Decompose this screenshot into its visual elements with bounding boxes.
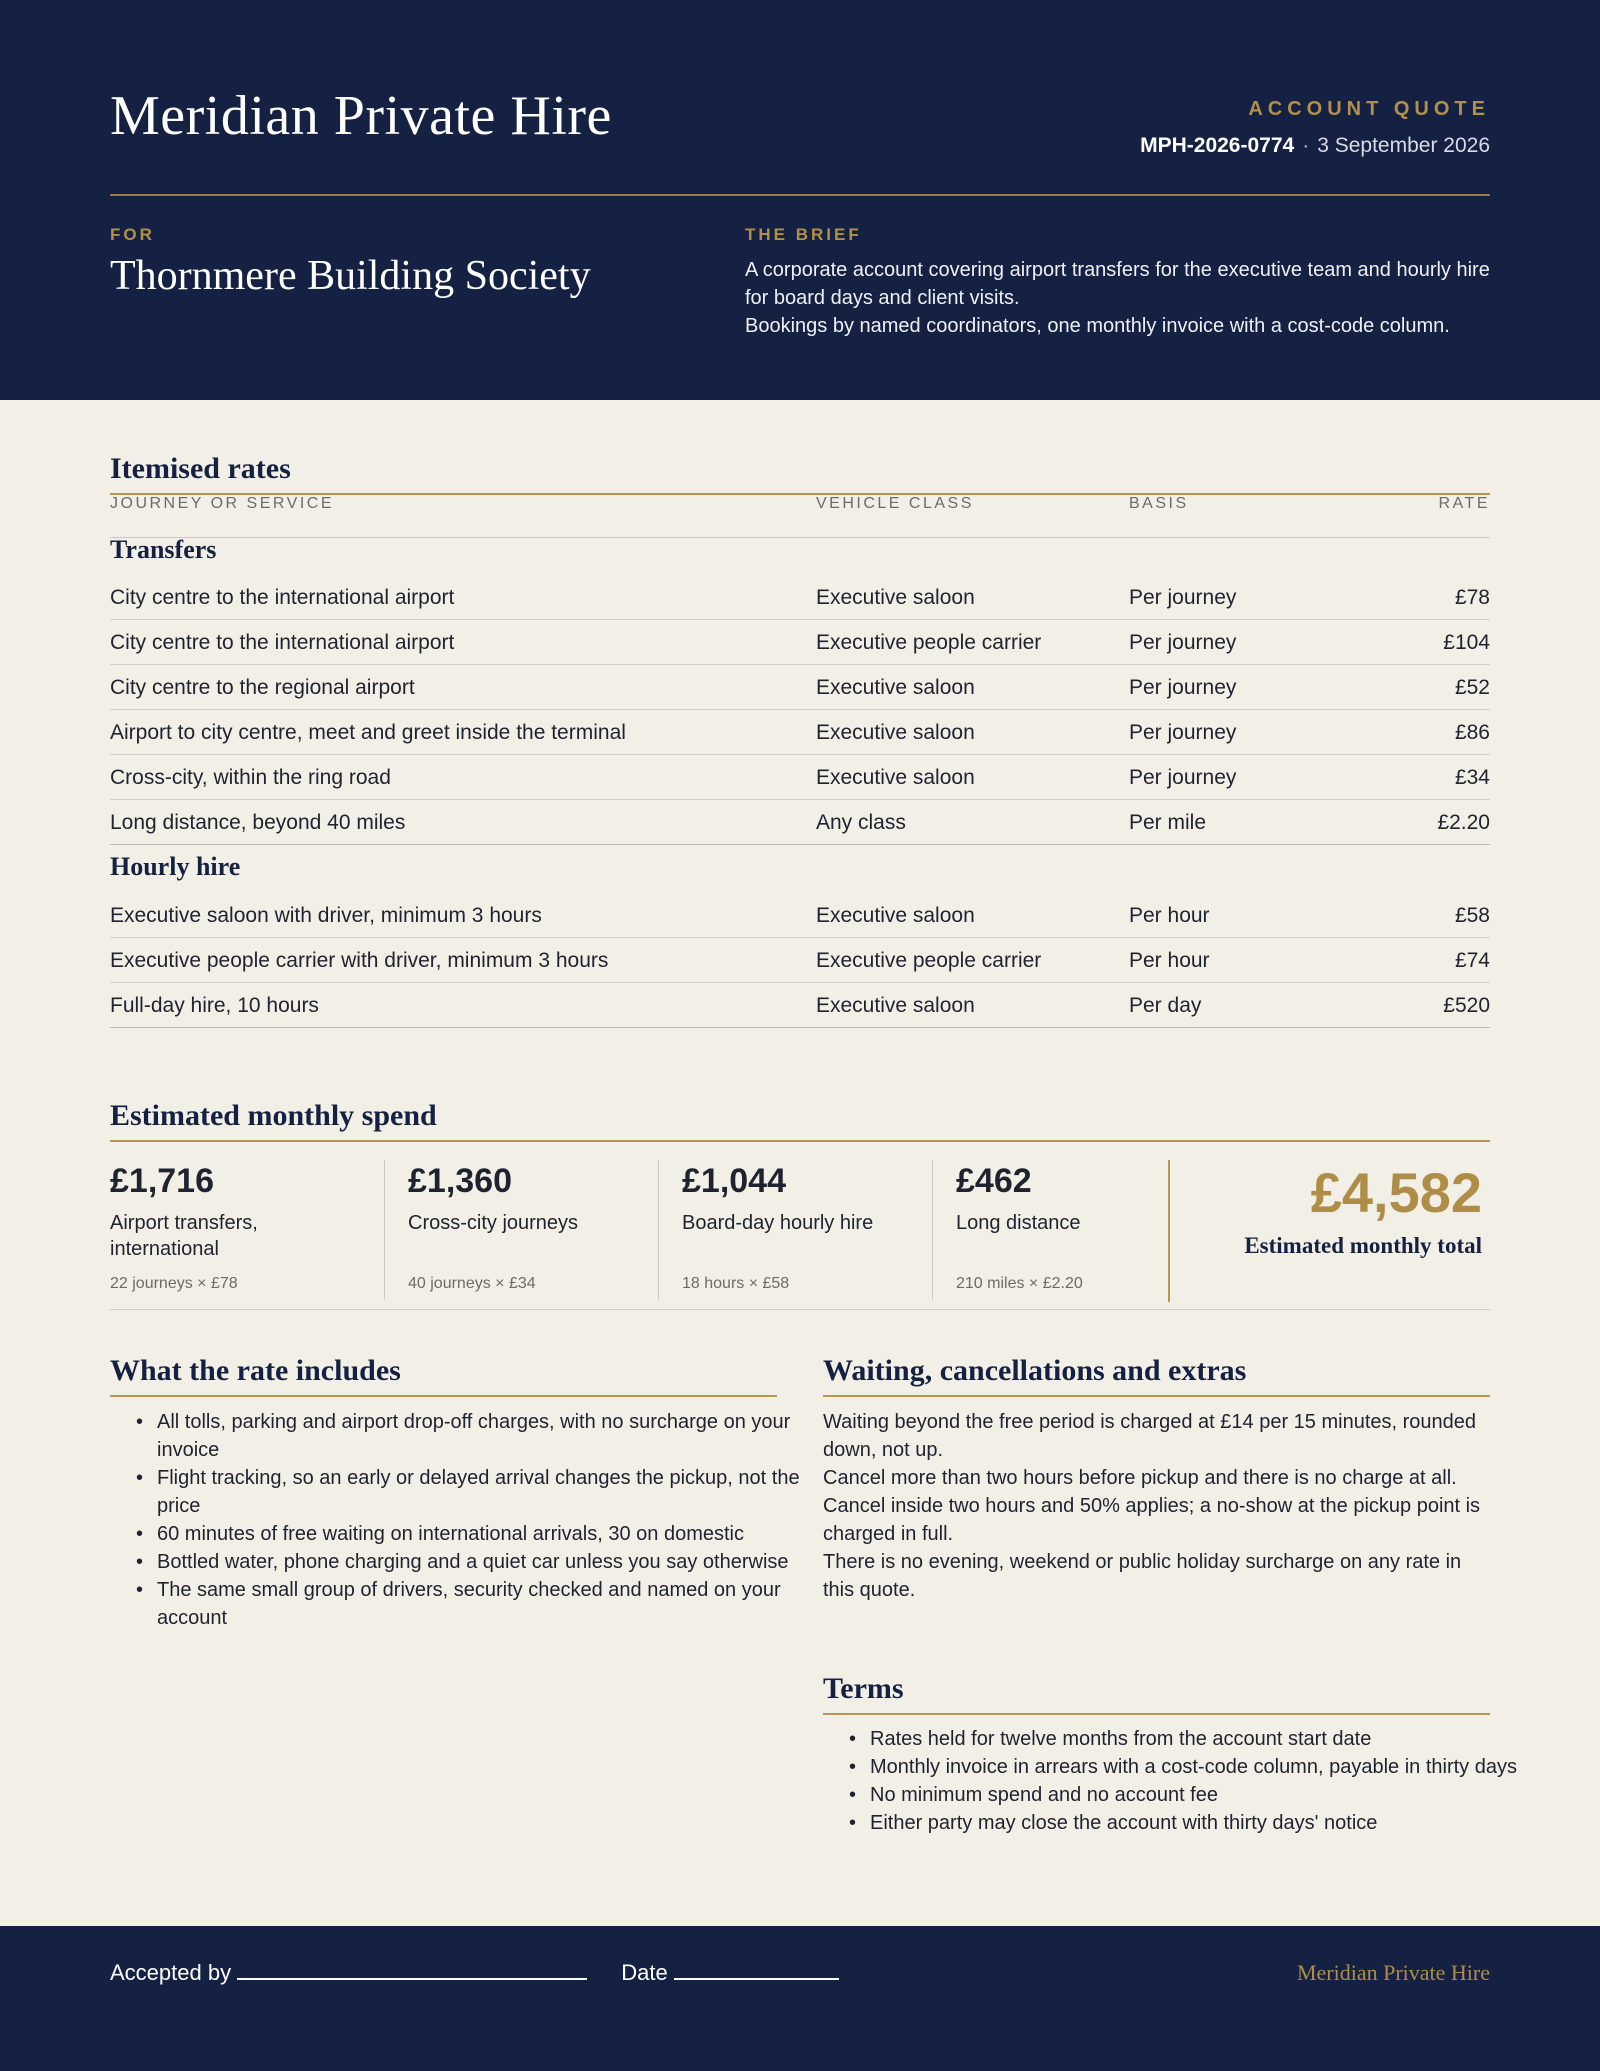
row-service: Full-day hire, 10 hours — [110, 994, 319, 1017]
row-rate: £52 — [1454, 676, 1490, 699]
group-title-transfers: Transfers — [110, 535, 217, 564]
col-head-service: JOURNEY OR SERVICE — [110, 495, 335, 512]
row-divider — [110, 1027, 1490, 1028]
spend-calc: 22 journeys × £78 — [110, 1275, 238, 1292]
row-vehicle: Executive saloon — [816, 586, 975, 609]
spend-calc: 40 journeys × £34 — [408, 1275, 536, 1292]
row-basis: Per hour — [1129, 949, 1210, 972]
footer-brand: Meridian Private Hire — [1296, 1960, 1490, 1985]
card-divider — [384, 1160, 385, 1300]
spend-label: Long distance — [956, 1212, 1081, 1234]
row-rate: £34 — [1454, 766, 1490, 789]
terms-list — [823, 1725, 1560, 1837]
row-basis: Per hour — [1129, 904, 1210, 927]
list-item: • All tolls, parking and airport drop-off charges, with no surcharge on your invoice — [157, 1408, 837, 1464]
waiting-line: Cancel more than two hours before pickup and there is no charge at all. — [823, 1467, 1457, 1489]
card-divider — [658, 1160, 659, 1300]
includes-list — [110, 1408, 837, 1632]
row-basis: Per day — [1129, 994, 1202, 1017]
row-vehicle: Executive saloon — [816, 904, 975, 927]
quote-header — [0, 0, 1600, 400]
brief-label: THE BRIEF — [745, 225, 862, 244]
table-header-rule — [110, 537, 1490, 538]
row-basis: Per journey — [1129, 676, 1237, 699]
row-vehicle: Executive saloon — [816, 766, 975, 789]
row-vehicle: Any class — [816, 811, 906, 834]
table-row — [110, 983, 1490, 1028]
spend-calc: 18 hours × £58 — [682, 1275, 790, 1292]
row-basis: Per journey — [1129, 766, 1237, 789]
header-divider — [110, 194, 1490, 196]
row-service: Cross-city, within the ring road — [110, 766, 391, 789]
quote-meta — [1140, 134, 1490, 158]
row-service: Airport to city centre, meet and greet inside the terminal — [110, 721, 626, 744]
spend-amount: £1,716 — [110, 1162, 214, 1200]
client-name: Thornmere Building Society — [110, 253, 591, 299]
row-basis: Per journey — [1129, 586, 1237, 609]
row-service: City centre to the international airport — [110, 586, 455, 609]
spend-card — [956, 1160, 1156, 1300]
row-divider — [110, 844, 1490, 845]
row-service: Executive saloon with driver, minimum 3 hours — [110, 904, 542, 927]
spend-calc: 210 miles × £2.20 — [956, 1275, 1083, 1292]
list-item: • Either party may close the account with thirty days' notice — [870, 1809, 1560, 1837]
card-divider — [932, 1160, 933, 1300]
includes-title-rule — [110, 1395, 777, 1397]
quote-reference: MPH-2026-0774 — [1140, 134, 1295, 157]
total-divider — [1168, 1160, 1170, 1302]
quote-label: ACCOUNT QUOTE — [1248, 98, 1490, 120]
terms-title: Terms — [823, 1672, 904, 1705]
row-service: City centre to the international airport — [110, 631, 455, 654]
row-basis: Per journey — [1129, 631, 1237, 654]
for-label: FOR — [110, 225, 155, 244]
accepted-by-label: Accepted by — [110, 1960, 232, 1985]
row-vehicle: Executive saloon — [816, 721, 975, 744]
meta-separator: · — [1302, 134, 1310, 157]
row-service: City centre to the regional airport — [110, 676, 415, 699]
waiting-line: Cancel inside two hours and 50% applies; a no-show at the pickup point is charged in full. — [823, 1495, 1481, 1545]
row-rate: £104 — [1443, 631, 1490, 654]
spend-label: Board-day hourly hire — [682, 1212, 874, 1234]
waiting-title-rule — [823, 1395, 1490, 1397]
row-vehicle: Executive saloon — [816, 676, 975, 699]
row-rate: £74 — [1454, 949, 1490, 972]
row-rate: £86 — [1454, 721, 1490, 744]
total-label: Estimated monthly total — [1244, 1233, 1482, 1258]
brief-text — [745, 256, 1500, 340]
row-basis: Per mile — [1129, 811, 1207, 834]
list-item: • 60 minutes of free waiting on international arrivals, 30 on domestic — [157, 1520, 837, 1548]
table-row — [110, 620, 1490, 665]
col-head-vehicle: VEHICLE CLASS — [816, 495, 974, 512]
spend-card — [682, 1160, 932, 1300]
brief-line: Bookings by named coordinators, one monthly invoice with a cost-code column. — [745, 315, 1450, 337]
waiting-line: Waiting beyond the free period is charged at £14 per 15 minutes, rounded down, not up. — [823, 1411, 1477, 1461]
footer — [0, 1926, 1600, 2071]
col-head-rate: RATE — [1438, 495, 1490, 512]
col-head-basis: BASIS — [1129, 495, 1189, 512]
spend-label: Cross-city journeys — [408, 1212, 579, 1234]
row-service: Long distance, beyond 40 miles — [110, 811, 406, 834]
row-vehicle: Executive people carrier — [816, 949, 1042, 972]
waiting-text — [823, 1408, 1493, 1604]
spend-title: Estimated monthly spend — [110, 1099, 437, 1132]
spend-amount: £1,044 — [682, 1162, 786, 1200]
row-rate: £58 — [1454, 904, 1490, 927]
row-rate: £78 — [1454, 586, 1490, 609]
table-row — [110, 710, 1490, 755]
row-rate: £520 — [1443, 994, 1490, 1017]
list-item: • Bottled water, phone charging and a quiet car unless you say otherwise — [157, 1548, 837, 1576]
list-item: • Rates held for twelve months from the account start date — [870, 1725, 1560, 1753]
includes-title: What the rate includes — [110, 1354, 401, 1387]
spend-card — [408, 1160, 658, 1300]
spend-card — [110, 1160, 370, 1300]
list-item: • The same small group of drivers, security checked and named on your account — [157, 1576, 837, 1632]
rates-title: Itemised rates — [110, 452, 291, 485]
total-amount: £4,582 — [1310, 1161, 1482, 1224]
table-row — [110, 800, 1490, 845]
table-row — [110, 665, 1490, 710]
table-row — [110, 938, 1490, 983]
list-item: • Flight tracking, so an early or delayed arrival changes the pickup, not the price — [157, 1464, 837, 1520]
table-row — [110, 893, 1490, 938]
row-vehicle: Executive people carrier — [816, 631, 1042, 654]
brief-line: A corporate account covering airport transfers for the executive team and hourly hire for board days and client visits. — [745, 259, 1490, 309]
quote-date: 3 September 2026 — [1317, 134, 1490, 157]
signature-field[interactable] — [237, 1958, 587, 1980]
date-field[interactable] — [674, 1958, 839, 1980]
spend-bottom-rule — [110, 1309, 1490, 1310]
spend-title-rule — [110, 1140, 1490, 1142]
terms-title-rule — [823, 1713, 1490, 1715]
table-row — [110, 755, 1490, 800]
group-title-hourly-hire: Hourly hire — [110, 852, 241, 881]
row-rate: £2.20 — [1437, 811, 1490, 834]
acceptance-line — [110, 1958, 839, 1986]
list-item: • No minimum spend and no account fee — [870, 1781, 1560, 1809]
brand-name: Meridian Private Hire — [110, 85, 612, 147]
date-label: Date — [621, 1960, 668, 1985]
waiting-title: Waiting, cancellations and extras — [823, 1354, 1247, 1387]
row-basis: Per journey — [1129, 721, 1237, 744]
list-item: • Monthly invoice in arrears with a cost-code column, payable in thirty days — [870, 1753, 1560, 1781]
row-service: Executive people carrier with driver, minimum 3 hours — [110, 949, 609, 972]
spend-amount: £462 — [956, 1162, 1032, 1200]
spend-label: Airport transfers, international — [110, 1212, 258, 1260]
waiting-line: There is no evening, weekend or public holiday surcharge on any rate in this quote. — [823, 1551, 1462, 1601]
row-vehicle: Executive saloon — [816, 994, 975, 1017]
table-row — [110, 575, 1490, 620]
spend-amount: £1,360 — [408, 1162, 512, 1200]
